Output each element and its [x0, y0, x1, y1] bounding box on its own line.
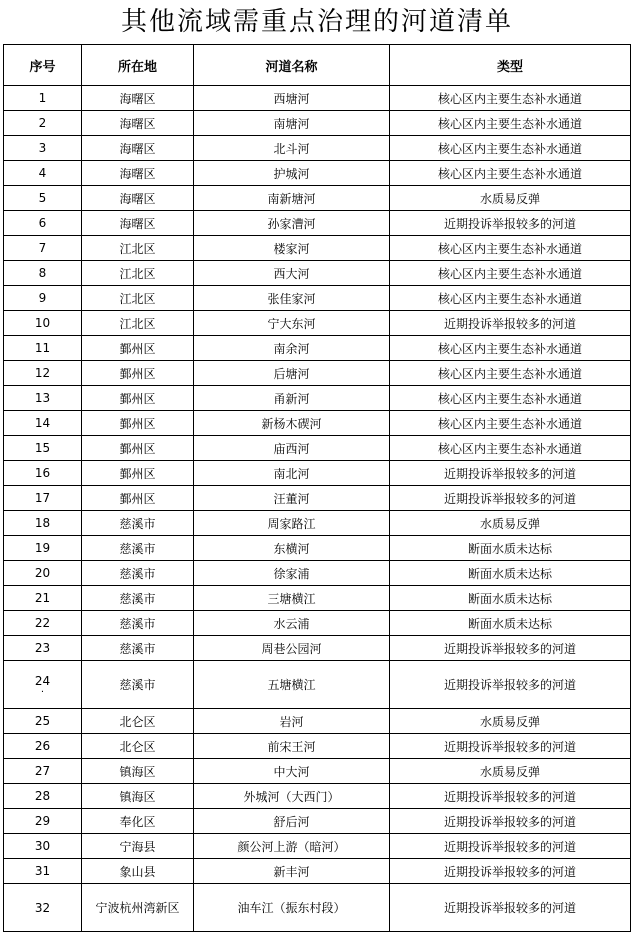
row-river-name: 徐家浦	[194, 561, 390, 586]
table-row	[4, 784, 631, 809]
row-river-name: 水云浦	[194, 611, 390, 636]
row-index: 4	[4, 161, 82, 186]
row-index: 30	[4, 834, 82, 859]
row-type: 近期投诉举报较多的河道	[390, 884, 631, 932]
row-location: 江北区	[82, 311, 194, 336]
row-river-name: 周巷公园河	[194, 636, 390, 661]
page-title: 其他流域需重点治理的河道清单	[120, 7, 513, 37]
row-location: 江北区	[82, 236, 194, 261]
table-row	[4, 809, 631, 834]
row-river-name: 西大河	[194, 261, 390, 286]
row-type: 近期投诉举报较多的河道	[390, 211, 631, 236]
row-index: 15	[4, 436, 82, 461]
table-row	[4, 236, 631, 261]
table-row	[4, 336, 631, 361]
table-row	[4, 286, 631, 311]
row-type: 核心区内主要生态补水通道	[390, 261, 631, 286]
row-index: 31	[4, 859, 82, 884]
table-row	[4, 136, 631, 161]
row-type: 核心区内主要生态补水通道	[390, 436, 631, 461]
row-location: 海曙区	[82, 211, 194, 236]
table-row	[4, 211, 631, 236]
row-river-name: 五塘横江	[194, 661, 390, 709]
row-index: 20	[4, 561, 82, 586]
row-type: 核心区内主要生态补水通道	[390, 86, 631, 111]
table-row	[4, 759, 631, 784]
table-row	[4, 411, 631, 436]
row-index: 23	[4, 636, 82, 661]
row-river-name: 三塘横江	[194, 586, 390, 611]
row-type: 近期投诉举报较多的河道	[390, 784, 631, 809]
header-type: 类型	[390, 45, 631, 86]
row-river-name: 宁大东河	[194, 311, 390, 336]
header-index: 序号	[4, 45, 82, 86]
row-location: 鄞州区	[82, 436, 194, 461]
row-river-name: 庙西河	[194, 436, 390, 461]
row-river-name: 南北河	[194, 461, 390, 486]
row-river-name: 楼家河	[194, 236, 390, 261]
row-river-name: 孙家漕河	[194, 211, 390, 236]
row-river-name: 油车江（振东村段）	[194, 884, 390, 932]
row-location: 北仑区	[82, 734, 194, 759]
row-type: 近期投诉举报较多的河道	[390, 311, 631, 336]
row-type: 近期投诉举报较多的河道	[390, 486, 631, 511]
row-river-name: 北斗河	[194, 136, 390, 161]
row-type: 近期投诉举报较多的河道	[390, 809, 631, 834]
table-row	[4, 486, 631, 511]
row-river-name: 颜公河上游（暗河）	[194, 834, 390, 859]
row-index: 13	[4, 386, 82, 411]
row-type: 核心区内主要生态补水通道	[390, 161, 631, 186]
row-location: 慈溪市	[82, 511, 194, 536]
row-river-name: 西塘河	[194, 86, 390, 111]
row-type: 水质易反弹	[390, 759, 631, 784]
row-type: 断面水质未达标	[390, 536, 631, 561]
row-index-number: 24	[34, 673, 51, 688]
row-river-name: 岩河	[194, 709, 390, 734]
header-river-name: 河道名称	[194, 45, 390, 86]
row-index: 14	[4, 411, 82, 436]
row-river-name: 舒后河	[194, 809, 390, 834]
row-location: 慈溪市	[82, 586, 194, 611]
table-row	[4, 461, 631, 486]
table-row	[4, 86, 631, 111]
row-type: 近期投诉举报较多的河道	[390, 734, 631, 759]
row-river-name: 甬新河	[194, 386, 390, 411]
row-index: 10	[4, 311, 82, 336]
row-river-name: 南新塘河	[194, 186, 390, 211]
row-index: 12	[4, 361, 82, 386]
table-row	[4, 436, 631, 461]
table-row	[4, 536, 631, 561]
row-index: 11	[4, 336, 82, 361]
row-location: 鄞州区	[82, 386, 194, 411]
row-location: 慈溪市	[82, 661, 194, 709]
row-index: 2	[4, 111, 82, 136]
row-index: 29	[4, 809, 82, 834]
table-row	[4, 709, 631, 734]
table-row	[4, 161, 631, 186]
row-index: 18	[4, 511, 82, 536]
row-index	[4, 661, 82, 709]
row-location: 江北区	[82, 286, 194, 311]
table-row	[4, 561, 631, 586]
row-location: 鄞州区	[82, 411, 194, 436]
row-location: 象山县	[82, 859, 194, 884]
row-location: 鄞州区	[82, 336, 194, 361]
row-index: 19	[4, 536, 82, 561]
table-row	[4, 859, 631, 884]
row-river-name: 前宋王河	[194, 734, 390, 759]
row-type: 近期投诉举报较多的河道	[390, 859, 631, 884]
row-location: 慈溪市	[82, 611, 194, 636]
table-row	[4, 511, 631, 536]
row-index: 5	[4, 186, 82, 211]
row-location: 奉化区	[82, 809, 194, 834]
row-index: 22	[4, 611, 82, 636]
row-river-name: 外城河（大西门）	[194, 784, 390, 809]
row-index: 1	[4, 86, 82, 111]
row-river-name: 汪董河	[194, 486, 390, 511]
header-location: 所在地	[82, 45, 194, 86]
row-type: 核心区内主要生态补水通道	[390, 236, 631, 261]
table-row	[4, 111, 631, 136]
row-location: 宁波杭州湾新区	[82, 884, 194, 932]
row-location: 慈溪市	[82, 636, 194, 661]
row-river-name: 新杨木碶河	[194, 411, 390, 436]
row-type: 核心区内主要生态补水通道	[390, 336, 631, 361]
row-type: 水质易反弹	[390, 511, 631, 536]
row-index: 27	[4, 759, 82, 784]
row-river-name: 南余河	[194, 336, 390, 361]
row-index: 16	[4, 461, 82, 486]
row-location: 北仑区	[82, 709, 194, 734]
row-location: 海曙区	[82, 186, 194, 211]
row-type: 近期投诉举报较多的河道	[390, 636, 631, 661]
row-location: 宁海县	[82, 834, 194, 859]
table-row	[4, 311, 631, 336]
row-location: 鄞州区	[82, 486, 194, 511]
table-row	[4, 611, 631, 636]
row-river-name: 东横河	[194, 536, 390, 561]
row-location: 鄞州区	[82, 361, 194, 386]
table-row	[4, 661, 631, 709]
table-row	[4, 884, 631, 932]
row-type: 近期投诉举报较多的河道	[390, 461, 631, 486]
row-index: 21	[4, 586, 82, 611]
row-type: 核心区内主要生态补水通道	[390, 361, 631, 386]
row-type: 核心区内主要生态补水通道	[390, 386, 631, 411]
row-location: 海曙区	[82, 161, 194, 186]
row-river-name: 南塘河	[194, 111, 390, 136]
row-river-name: 护城河	[194, 161, 390, 186]
row-location: 鄞州区	[82, 461, 194, 486]
row-index: 8	[4, 261, 82, 286]
table-row	[4, 734, 631, 759]
row-index: 3	[4, 136, 82, 161]
table-row	[4, 834, 631, 859]
table-row	[4, 586, 631, 611]
row-type: 核心区内主要生态补水通道	[390, 111, 631, 136]
row-location: 慈溪市	[82, 536, 194, 561]
row-type: 断面水质未达标	[390, 561, 631, 586]
row-index: 17	[4, 486, 82, 511]
row-index: 6	[4, 211, 82, 236]
row-river-name: 张佳家河	[194, 286, 390, 311]
table-row	[4, 636, 631, 661]
row-type: 核心区内主要生态补水通道	[390, 286, 631, 311]
row-index: 28	[4, 784, 82, 809]
row-location: 海曙区	[82, 86, 194, 111]
row-river-name: 中大河	[194, 759, 390, 784]
row-location: 海曙区	[82, 111, 194, 136]
row-location: 江北区	[82, 261, 194, 286]
table-row	[4, 261, 631, 286]
row-location: 镇海区	[82, 759, 194, 784]
row-type: 水质易反弹	[390, 709, 631, 734]
table-row	[4, 386, 631, 411]
row-type: 近期投诉举报较多的河道	[390, 661, 631, 709]
table-row	[4, 186, 631, 211]
row-type: 水质易反弹	[390, 186, 631, 211]
river-table	[3, 44, 631, 932]
row-river-name: 新丰河	[194, 859, 390, 884]
row-index: 32	[4, 884, 82, 932]
row-index: 26	[4, 734, 82, 759]
table-row	[4, 361, 631, 386]
row-type: 核心区内主要生态补水通道	[390, 136, 631, 161]
row-type: 核心区内主要生态补水通道	[390, 411, 631, 436]
row-type: 近期投诉举报较多的河道	[390, 834, 631, 859]
row-location: 慈溪市	[82, 561, 194, 586]
row-river-name: 后塘河	[194, 361, 390, 386]
row-index-mark: ·	[40, 686, 45, 698]
row-location: 海曙区	[82, 136, 194, 161]
row-index: 7	[4, 236, 82, 261]
table-header-row	[4, 45, 631, 86]
row-type: 断面水质未达标	[390, 586, 631, 611]
row-river-name: 周家路江	[194, 511, 390, 536]
row-index: 9	[4, 286, 82, 311]
row-index: 25	[4, 709, 82, 734]
row-type: 断面水质未达标	[390, 611, 631, 636]
row-location: 镇海区	[82, 784, 194, 809]
